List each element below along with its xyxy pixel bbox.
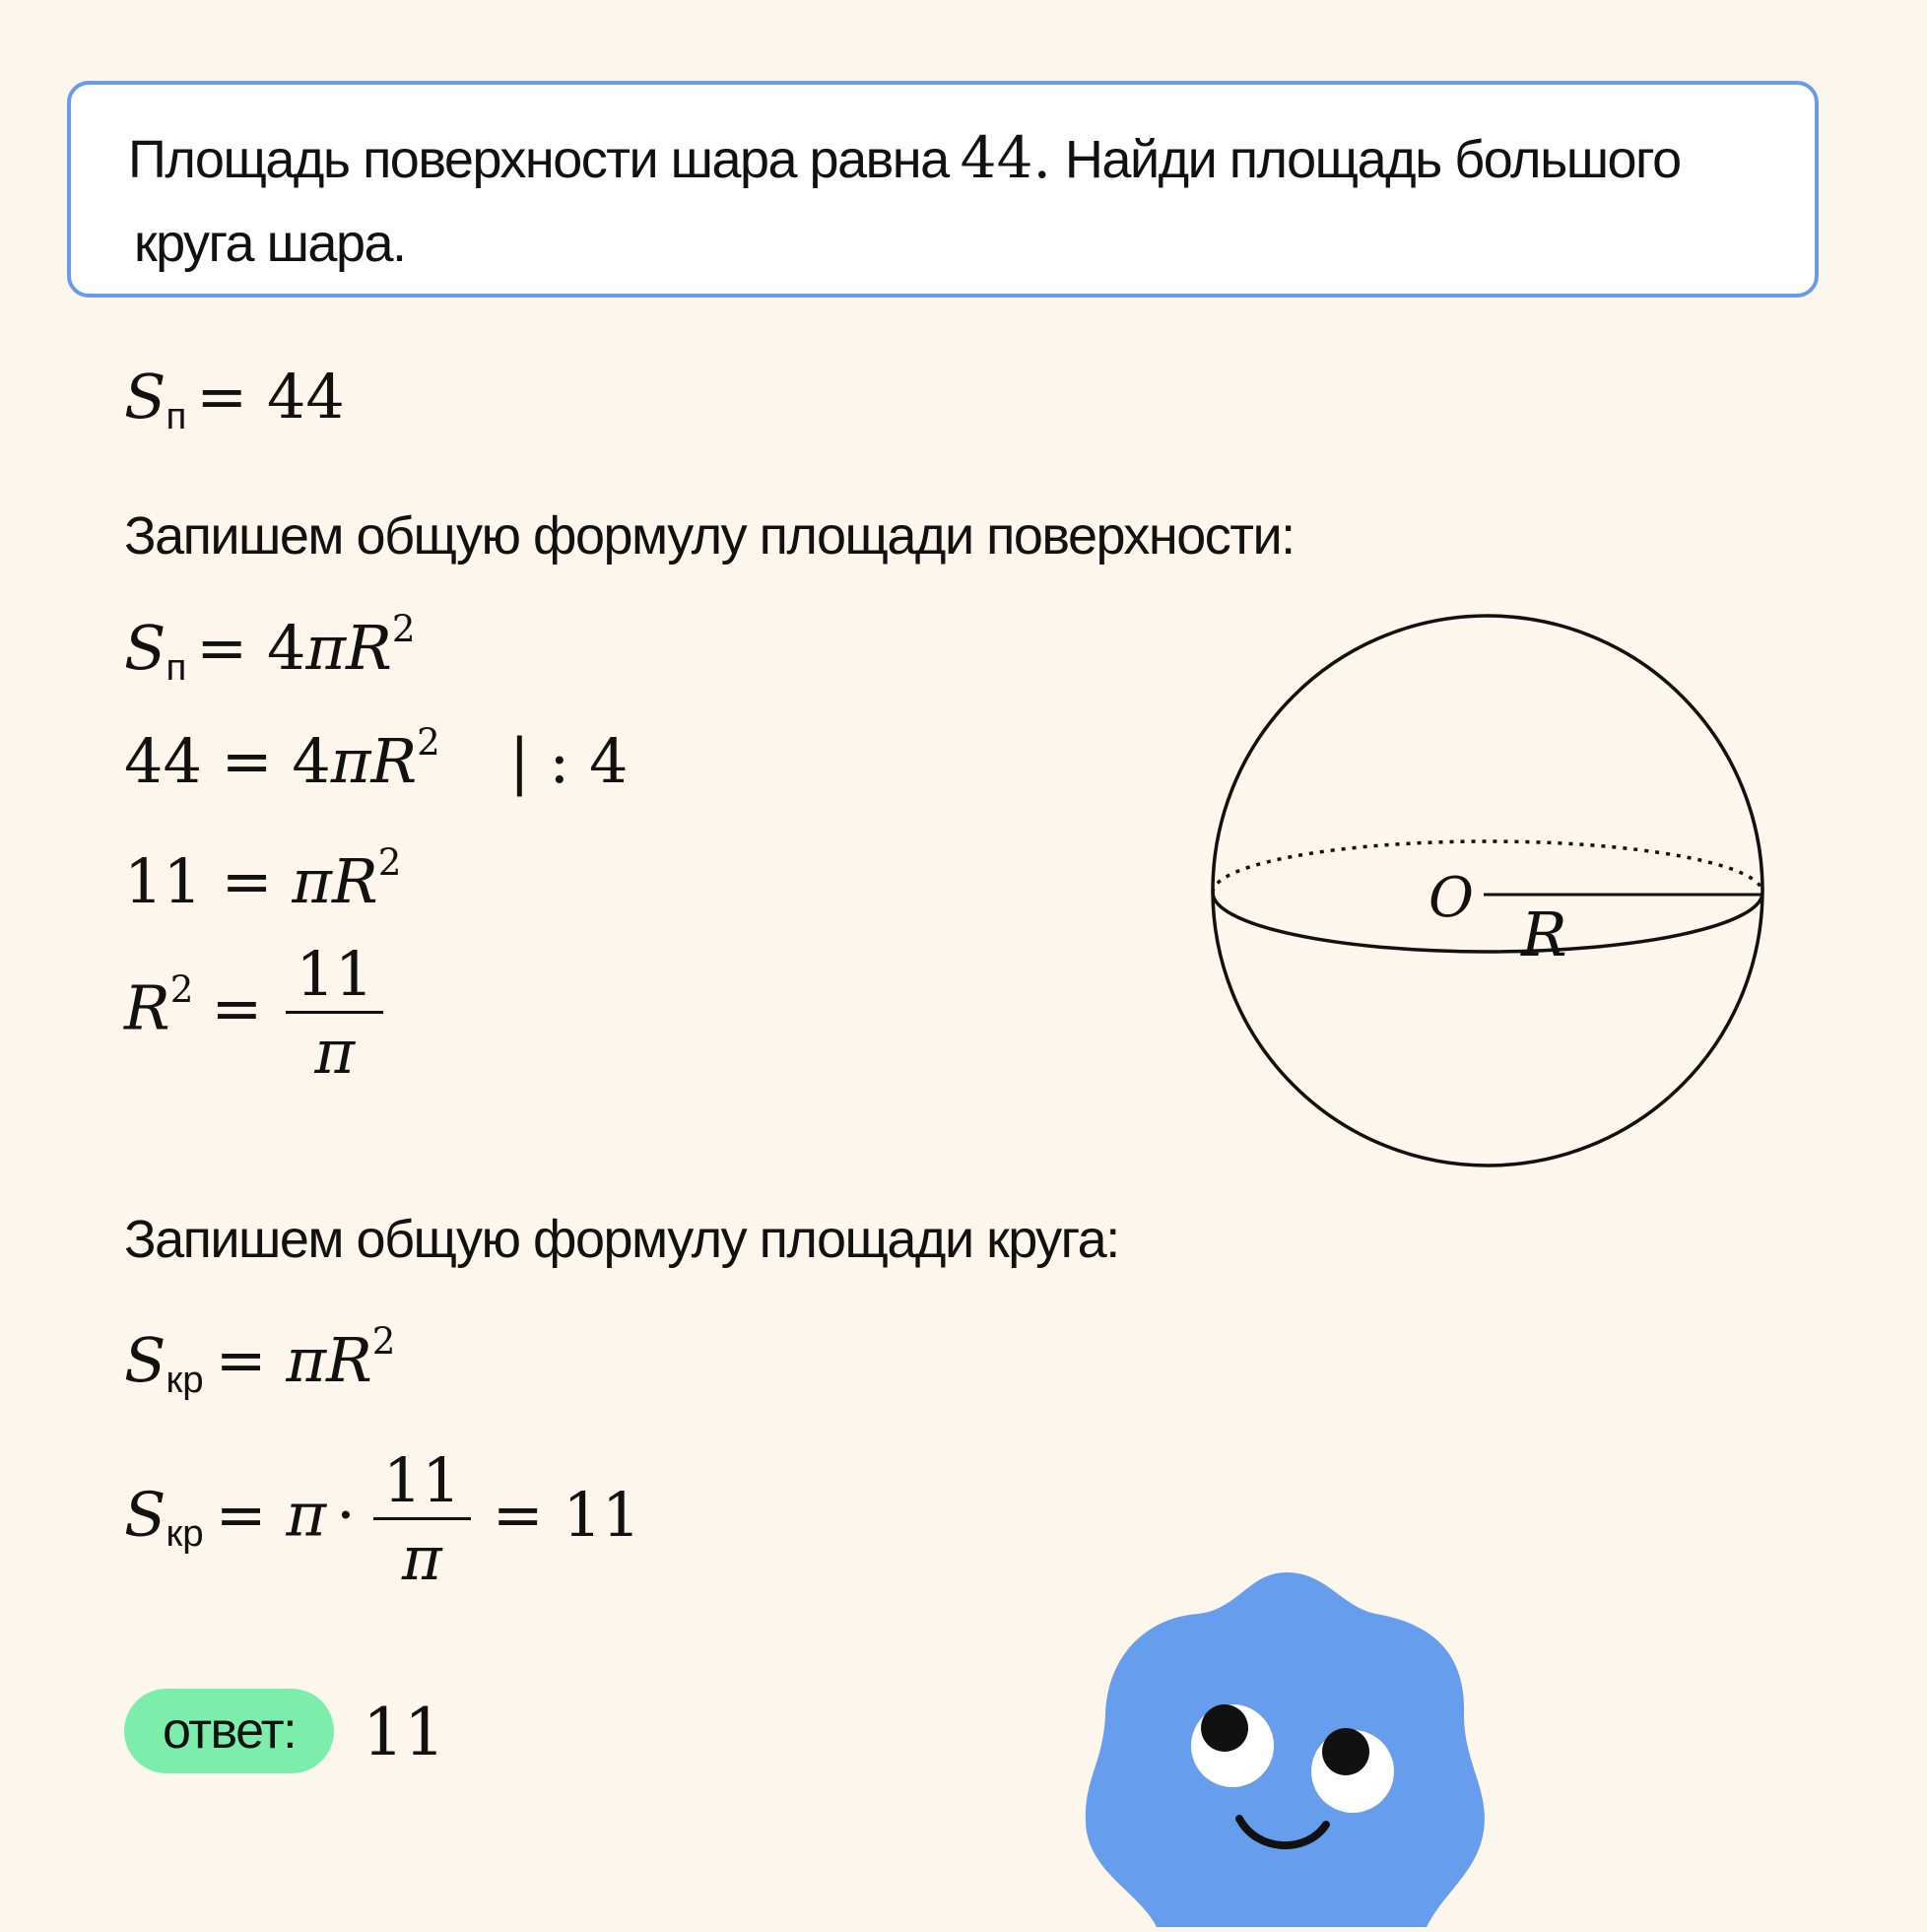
answer-value: 11 bbox=[363, 1695, 445, 1770]
surface-sub: п bbox=[166, 645, 187, 689]
mascot-right-pupil bbox=[1322, 1728, 1369, 1775]
step1-divide: | : 4 bbox=[508, 725, 629, 797]
step3-exp: 2 bbox=[169, 966, 194, 1011]
step3-denominator: π bbox=[314, 1016, 356, 1088]
step3-eq: = bbox=[211, 971, 263, 1044]
result-eq: = bbox=[215, 1478, 287, 1551]
step3-numerator: 11 bbox=[286, 944, 383, 1014]
result-equation bbox=[124, 1444, 641, 1594]
result-dot: · bbox=[336, 1478, 356, 1551]
step-r-squared bbox=[124, 938, 391, 1088]
sphere-diagram bbox=[1202, 609, 1793, 1185]
surface-pi: π bbox=[305, 612, 347, 684]
surface-S: S bbox=[124, 612, 166, 684]
circle-S: S bbox=[124, 1324, 166, 1396]
center-label: O bbox=[1429, 866, 1474, 930]
surface-eq: = 4 bbox=[196, 612, 306, 684]
step2-lhs: 11 = bbox=[124, 845, 293, 917]
step2-R: R bbox=[332, 845, 378, 917]
step-simplify bbox=[124, 840, 402, 917]
step1-exp: 2 bbox=[417, 720, 440, 765]
given-eq: = 44 bbox=[196, 361, 345, 433]
circle-exp: 2 bbox=[371, 1319, 396, 1364]
answer-badge bbox=[124, 1689, 334, 1773]
step1-pi: π bbox=[330, 725, 371, 797]
heading-circle-formula: Запишем общую формулу площади круга: bbox=[124, 1210, 1119, 1269]
step1-lhs: 44 = 4 bbox=[124, 725, 331, 797]
equator-front bbox=[1213, 893, 1762, 952]
radius-label: R bbox=[1521, 899, 1567, 970]
step2-pi: π bbox=[292, 845, 333, 917]
result-numerator: 11 bbox=[373, 1450, 471, 1520]
given-equation bbox=[124, 361, 345, 437]
problem-number: 44. bbox=[960, 124, 1051, 191]
heading-surface-formula: Запишем общую формулу площади поверхности: bbox=[124, 506, 1295, 566]
result-S: S bbox=[124, 1478, 166, 1551]
step2-exp: 2 bbox=[377, 840, 402, 885]
problem-line-2: круга шара. bbox=[134, 214, 406, 273]
problem-text-after: Найди площадь большого bbox=[1064, 130, 1681, 189]
surface-exp: 2 bbox=[391, 607, 416, 651]
step3-fraction bbox=[286, 938, 383, 1088]
blue-blob-mascot-icon bbox=[1080, 1566, 1494, 1932]
result-tail: = 11 bbox=[492, 1478, 641, 1551]
step-divide bbox=[124, 720, 629, 797]
problem-line-1 bbox=[128, 124, 1681, 191]
problem-text-before: Площадь поверхности шара равна bbox=[128, 130, 949, 189]
problem-box bbox=[67, 81, 1819, 298]
sphere-outline bbox=[1213, 616, 1762, 1166]
result-fraction bbox=[373, 1444, 471, 1594]
result-denominator: π bbox=[401, 1522, 442, 1594]
circle-formula bbox=[124, 1319, 396, 1401]
surface-R: R bbox=[346, 612, 392, 684]
mascot-left-pupil bbox=[1201, 1704, 1248, 1752]
mascot-body bbox=[1086, 1572, 1485, 1927]
result-sub: кр bbox=[166, 1512, 204, 1556]
circle-eq: = bbox=[215, 1324, 287, 1396]
result-pi: π bbox=[286, 1478, 327, 1551]
given-S: S bbox=[124, 361, 166, 433]
circle-sub: кр bbox=[166, 1358, 204, 1401]
given-sub: п bbox=[166, 394, 187, 437]
circle-R: R bbox=[326, 1324, 372, 1396]
step3-R: R bbox=[124, 971, 170, 1044]
sphere-svg bbox=[1202, 609, 1793, 1180]
circle-pi: π bbox=[286, 1324, 327, 1396]
surface-formula bbox=[124, 607, 416, 689]
step1-R: R bbox=[370, 725, 418, 797]
answer-label: ответ: bbox=[162, 1702, 297, 1760]
equator-back-dashed bbox=[1213, 841, 1762, 893]
